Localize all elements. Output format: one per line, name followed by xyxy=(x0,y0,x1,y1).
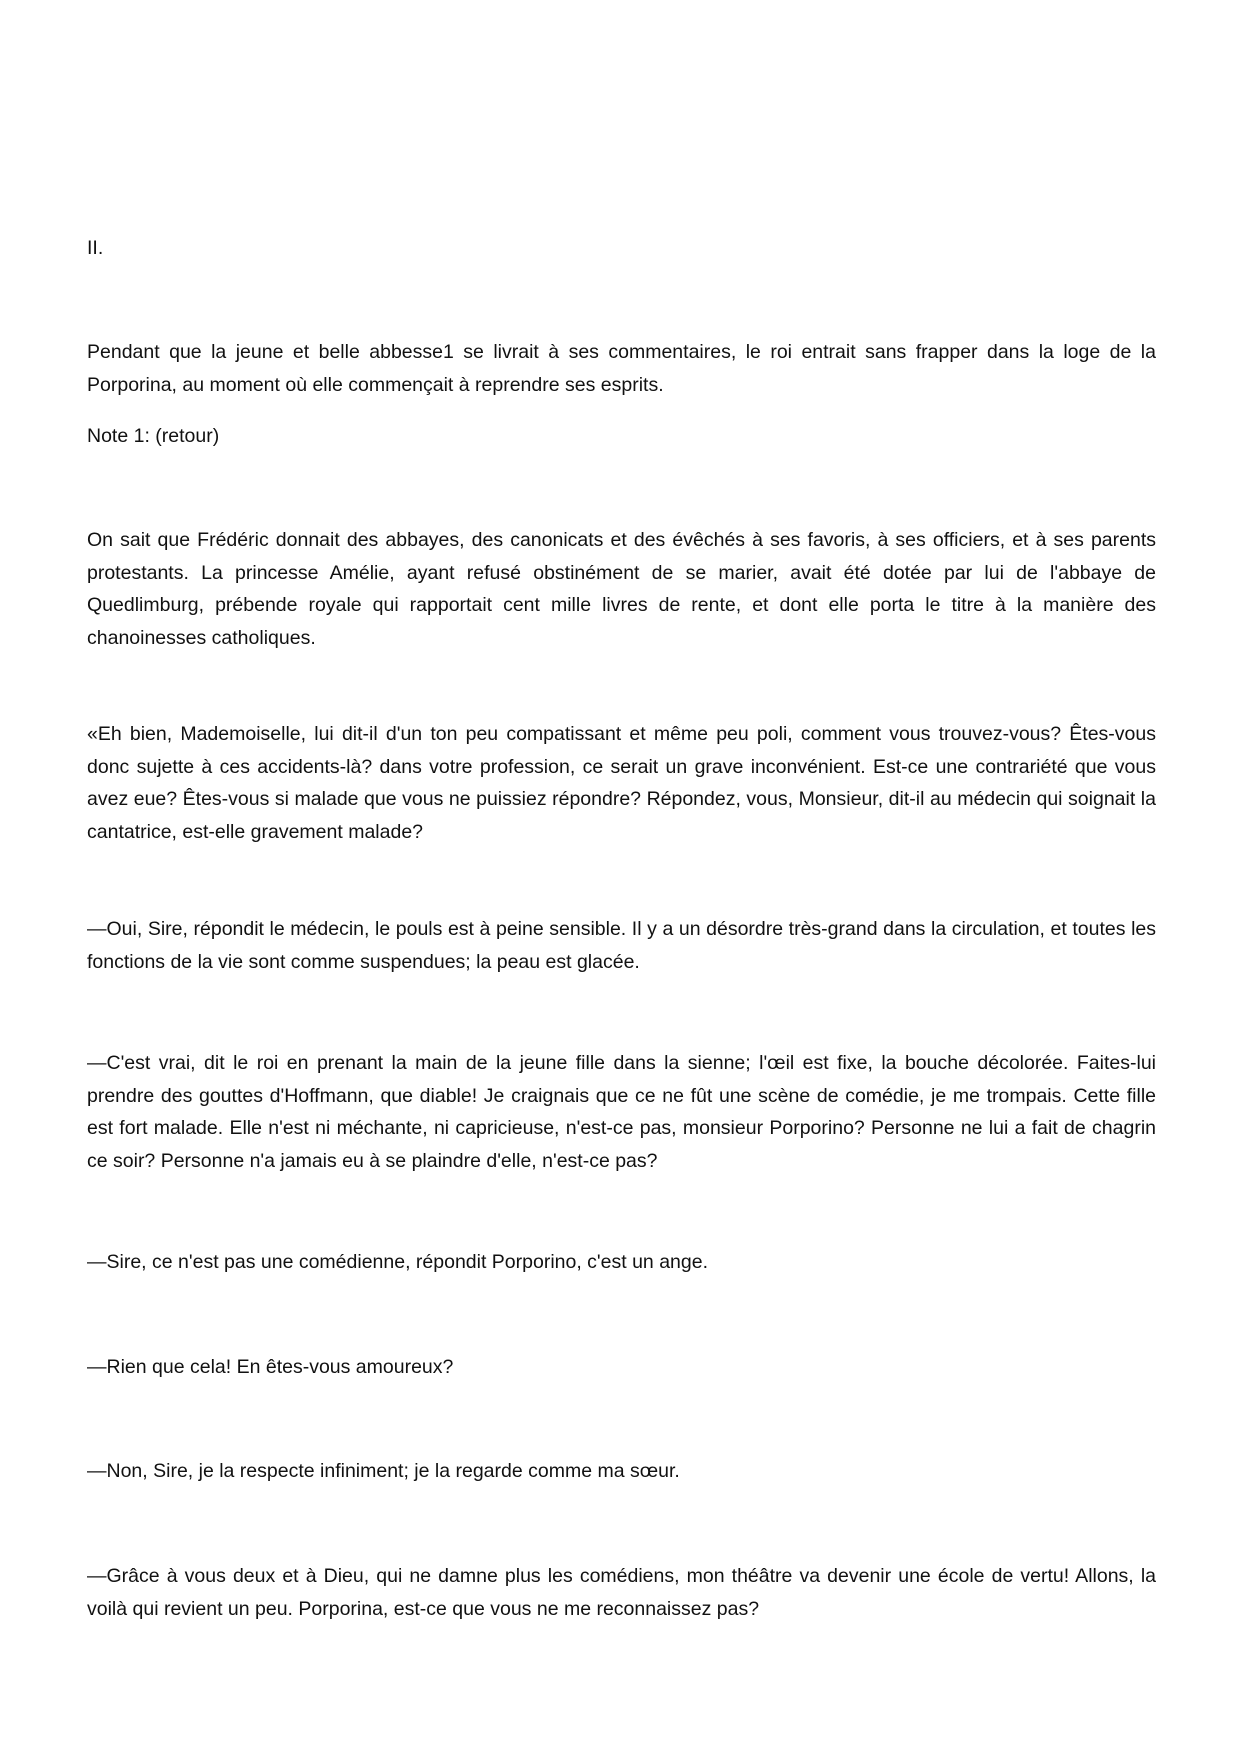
paragraph-king-question: «Eh bien, Mademoiselle, lui dit-il d'un ton peu compatissant et même peu poli, comment vous trouvez-vous? Êtes-vous donc sujette à ces accidents-là? dans votre profession, ce serait un grave inconvénient. Est-ce une contrariété que vous avez eue? Êtes-vous si malade que vous ne puissiez répondre? Répondez, vous, Monsieur, dit-il au médecin qui soignait la cantatrice, est-elle gravement malade? xyxy=(87,723,1156,843)
paragraph-porporino-reply-2: —Non, Sire, je la respecte infiniment; je la regarde comme ma sœur. xyxy=(87,1460,680,1482)
paragraph-porporino-reply: —Sire, ce n'est pas une comédienne, répondit Porporino, c'est un ange. xyxy=(87,1251,708,1273)
paragraph-king-question-2: —Rien que cela! En êtes-vous amoureux? xyxy=(87,1356,454,1378)
footnote-label: Note 1: (retour) xyxy=(87,425,220,447)
paragraph-footnote-text: On sait que Frédéric donnait des abbayes, des canonicats et des évêchés à ses favoris, à ses officiers, et à ses parents protestants. La princesse Amélie, ayant refusé obstinément de se marier, avait été dotée par lui de l'abbaye de Quedlimburg, prébende royale qui rapportait cent mille livres de rente, et dont elle porta le titre à la manière des chanoinesses catholiques. xyxy=(87,529,1156,649)
paragraph-doctor-reply: —Oui, Sire, répondit le médecin, le pouls est à peine sensible. Il y a un désordre très-grand dans la circulation, et toutes les fonctions de la vie sont comme suspendues; la peau est glacée. xyxy=(87,918,1156,973)
paragraph-opening: Pendant que la jeune et belle abbesse1 se livrait à ses commentaires, le roi entrait sans frapper dans la loge de la Porporina, au moment où elle commençait à reprendre ses esprits. xyxy=(87,341,1156,396)
chapter-heading: II. xyxy=(87,237,104,259)
paragraph-king-response: —C'est vrai, dit le roi en prenant la main de la jeune fille dans la sienne; l'œil est fixe, la bouche décolorée. Faites-lui prendre des gouttes d'Hoffmann, que diable! Je craignais que ce ne fût une scène de comédie, je me trompais. Cette fille est fort malade. Elle n'est ni méchante, ni capricieuse, n'est-ce pas, monsieur Porporino? Personne ne lui a fait de chagrin ce soir? Personne n'a jamais eu à se plaindre d'elle, n'est-ce pas? xyxy=(87,1052,1156,1172)
paragraph-king-closing: —Grâce à vous deux et à Dieu, qui ne damne plus les comédiens, mon théâtre va devenir une école de vertu! Allons, la voilà qui revient un peu. Porporina, est-ce que vous ne me reconnaissez pas? xyxy=(87,1565,1156,1620)
